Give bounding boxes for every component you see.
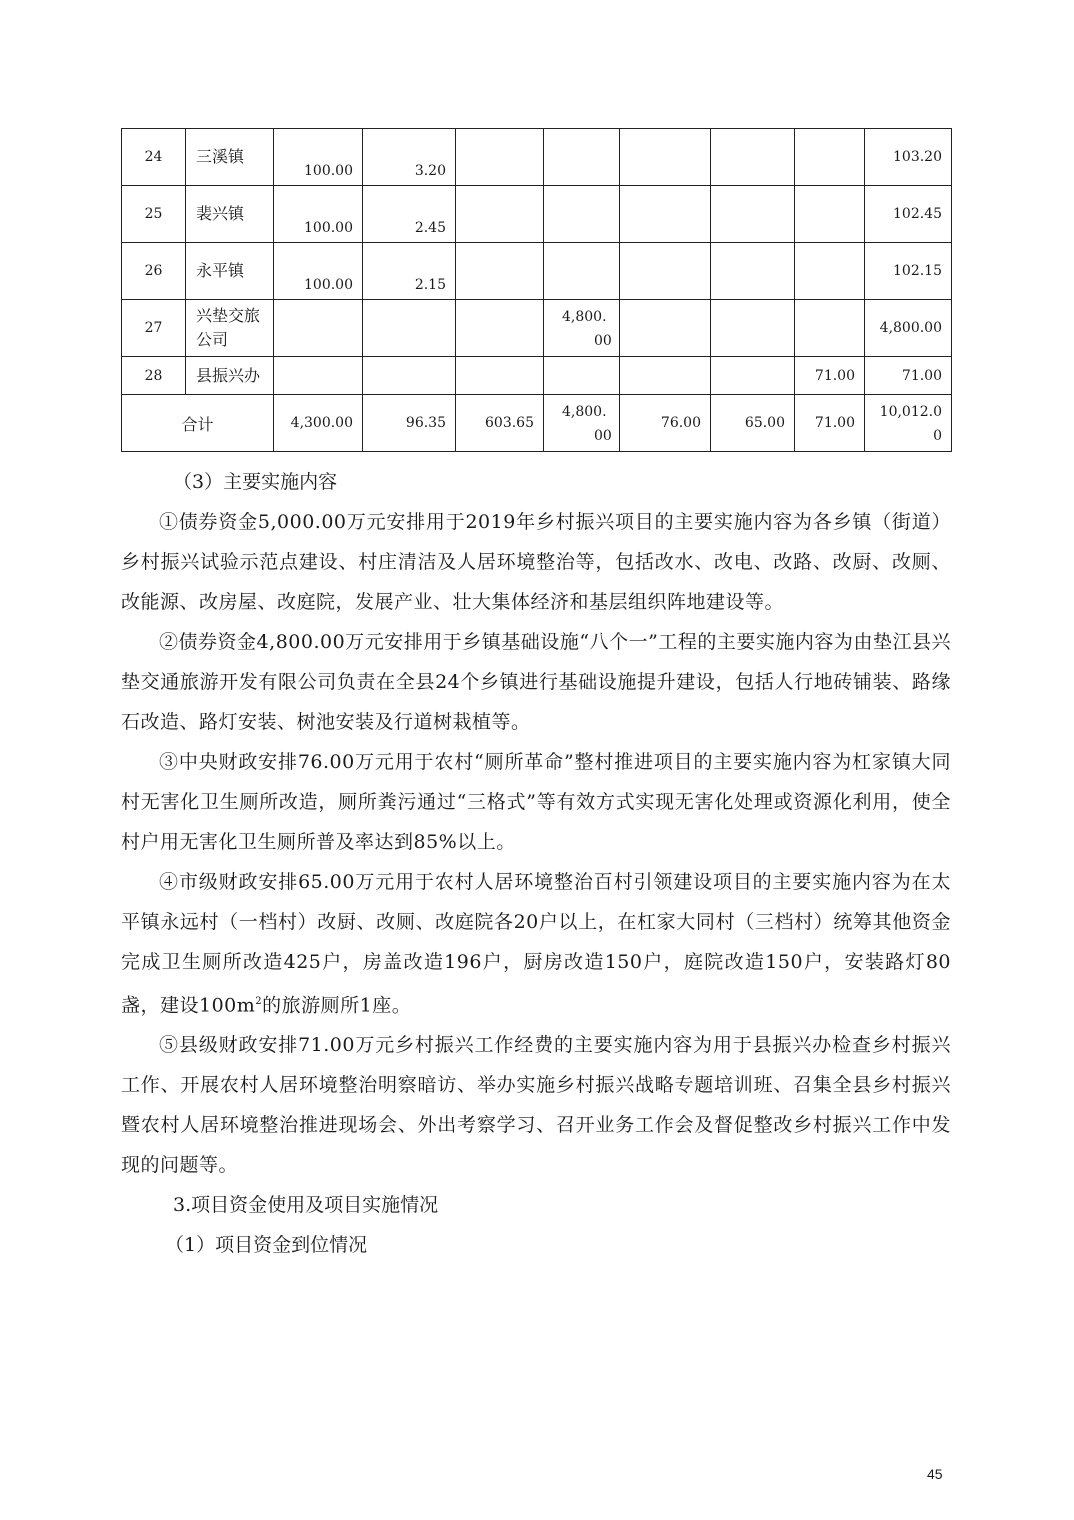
table-cell	[456, 186, 544, 243]
table-cell: 4,800. 00	[544, 300, 620, 357]
table-cell	[456, 357, 544, 395]
table-cell	[544, 186, 620, 243]
row-number: 26	[122, 243, 186, 300]
subsection-heading: （1）项目资金到位情况	[165, 1234, 368, 1257]
table-cell	[620, 300, 711, 357]
table-cell	[795, 129, 865, 186]
row-total: 71.00	[865, 357, 952, 395]
section-heading: 3.项目资金使用及项目实施情况	[173, 1194, 439, 1217]
table-cell: 3.20	[363, 129, 456, 186]
table-cell: 4,800. 00	[544, 395, 620, 452]
row-total: 4,800.00	[865, 300, 952, 357]
fund-allocation-table	[121, 128, 952, 452]
section-heading: （3）主要实施内容	[173, 471, 338, 493]
page-number: 45	[927, 1466, 943, 1482]
table-cell: 100.00	[274, 243, 363, 300]
table-cell	[363, 357, 456, 395]
town-name: 永平镇	[186, 243, 274, 300]
table-row	[122, 186, 952, 243]
table-row	[122, 243, 952, 300]
table-cell	[363, 300, 456, 357]
table-cell	[456, 300, 544, 357]
table-cell: 100.00	[274, 186, 363, 243]
table-cell	[711, 357, 795, 395]
table-cell: 100.00	[274, 129, 363, 186]
row-number: 28	[122, 357, 186, 395]
body-text	[121, 462, 951, 1265]
row-total: 103.20	[865, 129, 952, 186]
paragraph: ③中央财政安排76.00万元用于农村“厕所革命”整村推进项目的主要实施内容为杠家镇大同村无害化卫生厕所改造，厕所粪污通过“三格式”等有效方式实现无害化处理或资源化利用，使全村户用无害化卫生厕所普及率达到85%以上。	[121, 751, 951, 853]
paragraph: ②债券资金4,800.00万元安排用于乡镇基础设施“八个一”工程的主要实施内容为由垫江县兴垫交通旅游开发有限公司负责在全县24个乡镇进行基础设施提升建设，包括人行地砖铺装、路缘石改造、路灯安装、树池安装及行道树栽植等。	[121, 631, 951, 733]
table-cell	[544, 357, 620, 395]
table-cell	[795, 186, 865, 243]
table-cell	[795, 300, 865, 357]
table-row	[122, 300, 952, 357]
paragraph: ⑤县级财政安排71.00万元乡村振兴工作经费的主要实施内容为用于县振兴办检查乡村振兴工作、开展农村人居环境整治明察暗访、举办实施乡村振兴战略专题培训班、召集全县乡村振兴暨农村人居环境整治推进现场会、外出考察学习、召开业务工作会及督促整改乡村振兴工作中发现的问题等。	[121, 1034, 951, 1177]
town-name: 裴兴镇	[186, 186, 274, 243]
sum-row	[122, 395, 952, 452]
table-cell: 4,300.00	[274, 395, 363, 452]
row-number: 25	[122, 186, 186, 243]
table-cell	[620, 243, 711, 300]
table-cell: 603.65	[456, 395, 544, 452]
table-cell	[620, 186, 711, 243]
town-name: 兴垫交旅 公司	[186, 300, 274, 357]
table-cell	[711, 300, 795, 357]
table-cell	[456, 129, 544, 186]
table-cell	[711, 186, 795, 243]
table-cell: 2.45	[363, 186, 456, 243]
table-cell	[711, 243, 795, 300]
table-cell: 96.35	[363, 395, 456, 452]
table-cell: 2.15	[363, 243, 456, 300]
table-cell: 65.00	[711, 395, 795, 452]
table-cell: 76.00	[620, 395, 711, 452]
table-row	[122, 357, 952, 395]
table-cell	[795, 243, 865, 300]
paragraph: ①债券资金5,000.00万元安排用于2019年乡村振兴项目的主要实施内容为各乡镇（街道）乡村振兴试验示范点建设、村庄清洁及人居环境整治等，包括改水、改电、改路、改厨、改厕、改能源、改房屋、改庭院，发展产业、壮大集体经济和基层组织阵地建设等。	[121, 511, 951, 613]
row-total: 102.15	[865, 243, 952, 300]
sum-total: 10,012.0 0	[865, 395, 952, 452]
row-number: 27	[122, 300, 186, 357]
table-cell: 71.00	[795, 357, 865, 395]
row-number: 24	[122, 129, 186, 186]
row-total: 102.45	[865, 186, 952, 243]
table-cell	[620, 129, 711, 186]
paragraph: ④市级财政安排65.00万元用于农村人居环境整治百村引领建设项目的主要实施内容为在太平镇永远村（一档村）改厨、改厕、改庭院各20户以上，在杠家大同村（三档村）统筹其他资金完成卫生厕所改造425户，房盖改造196户，厨房改造150户，庭院改造150户，安装路灯80盏，建设$100m^2$的旅游厕所1座。	[121, 871, 951, 1017]
table-cell	[544, 243, 620, 300]
table-cell	[274, 300, 363, 357]
sum-label: 合计	[122, 395, 274, 452]
table-cell	[711, 129, 795, 186]
table-row	[122, 129, 952, 186]
table-cell	[456, 243, 544, 300]
town-name: 三溪镇	[186, 129, 274, 186]
table-cell	[274, 357, 363, 395]
table-cell	[620, 357, 711, 395]
table-cell	[544, 129, 620, 186]
table-cell: 71.00	[795, 395, 865, 452]
town-name: 县振兴办	[186, 357, 274, 395]
